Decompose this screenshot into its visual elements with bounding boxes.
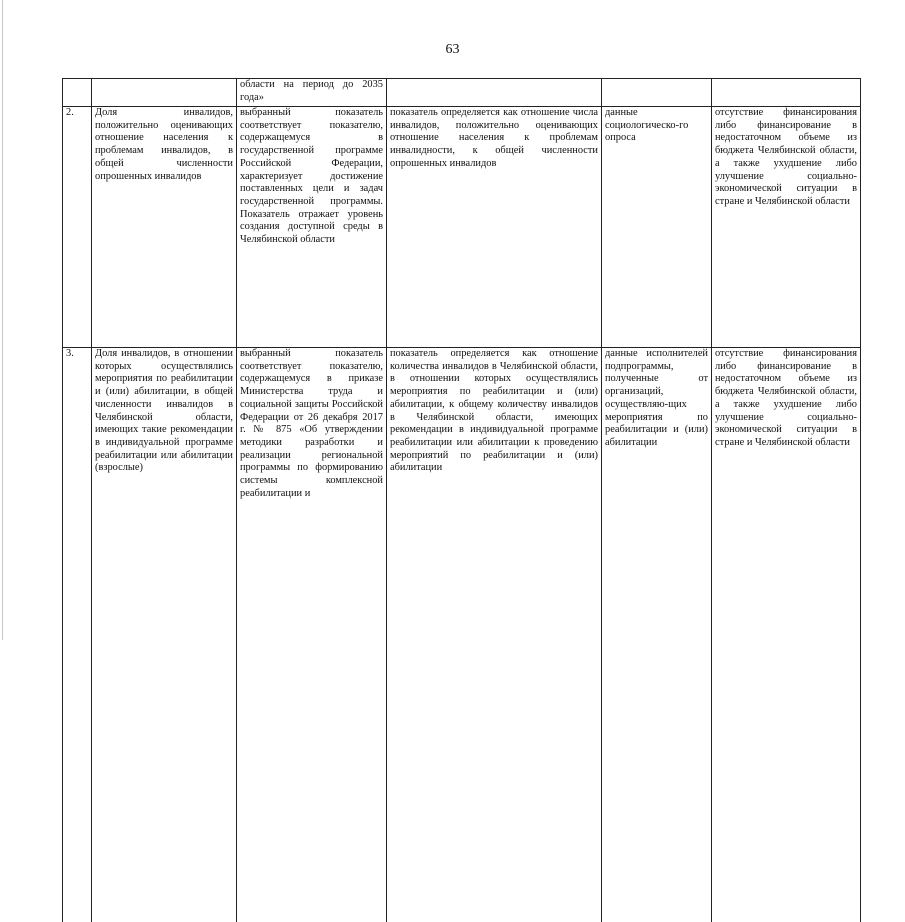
- cell-source: данные социологическо-го опроса: [602, 107, 712, 348]
- cell-risks: отсутствие финансирования либо финансирование в недостаточном объеме из бюджета Челябинской области, а также ухудшение либо улучшение социально-экономической ситуации в стране и Челябинской области: [712, 348, 861, 922]
- cell-rationale: выбранный показатель соответствует показателю, содержащемуся в приказе Министерства труда и социальной защиты Российской Федерации от 26 декабря 2017 г. № 875 «Об утверждении методики разработки и реализации региональной программы по формированию системы комплексной реабилитации и: [237, 348, 387, 922]
- cell-name: Доля инвалидов, в отношении которых осуществлялись мероприятия по реабилитации и (или) абилитации, в общей численности инвалидов в Челябинской области, имеющих такие рекомендации в индивидуальной программе реабилитации или абилитации (взрослые): [92, 348, 237, 922]
- cell-source: данные исполнителей подпрограммы, полученные от организаций, осуществляю-щих мероприятия по реабилитации и (или) абилитации: [602, 348, 712, 922]
- scan-edge-line: [2, 0, 3, 640]
- cell-rationale: области на период до 2035 года»: [237, 79, 387, 107]
- page-number: 63: [0, 42, 905, 58]
- table-row: [63, 107, 861, 348]
- cell-number: 2.: [63, 107, 92, 348]
- cell-name: Доля инвалидов, положительно оценивающих отношение населения к проблемам инвалидов, в общей численности опрошенных инвалидов: [92, 107, 237, 348]
- cell-method: показатель определяется как отношение количества инвалидов в Челябинской области, в отношении которых осуществлялись мероприятия по реабилитации и (или) абилитации, к общему количеству инвалидов в Челябинской области, имеющих рекомендации в индивидуальной программе реабилитации или абилитации к проведению мероприятий по реабилитации и (или) абилитации: [387, 348, 602, 922]
- cell-name: [92, 79, 237, 107]
- cell-number: [63, 79, 92, 107]
- cell-rationale: выбранный показатель соответствует показателю, содержащемуся в государственной программе Российской Федерации, характеризует достижение поставленных цели и задач государственной программы. Показатель отражает уровень создания доступной среды в Челябинской области: [237, 107, 387, 348]
- cell-number: 3.: [63, 348, 92, 922]
- cell-method: показатель определяется как отношение числа инвалидов, положительно оценивающих отношение населения к проблемам инвалидности, к общей численности опрошенных инвалидов: [387, 107, 602, 348]
- cell-risks: отсутствие финансирования либо финансирование в недостаточном объеме из бюджета Челябинской области, а также ухудшение либо улучшение социально-экономической ситуации в стране и Челябинской области: [712, 107, 861, 348]
- table-row-continued: [63, 79, 861, 107]
- cell-risks: [712, 79, 861, 107]
- cell-method: [387, 79, 602, 107]
- indicators-table: [62, 78, 861, 922]
- cell-source: [602, 79, 712, 107]
- table-row: [63, 348, 861, 922]
